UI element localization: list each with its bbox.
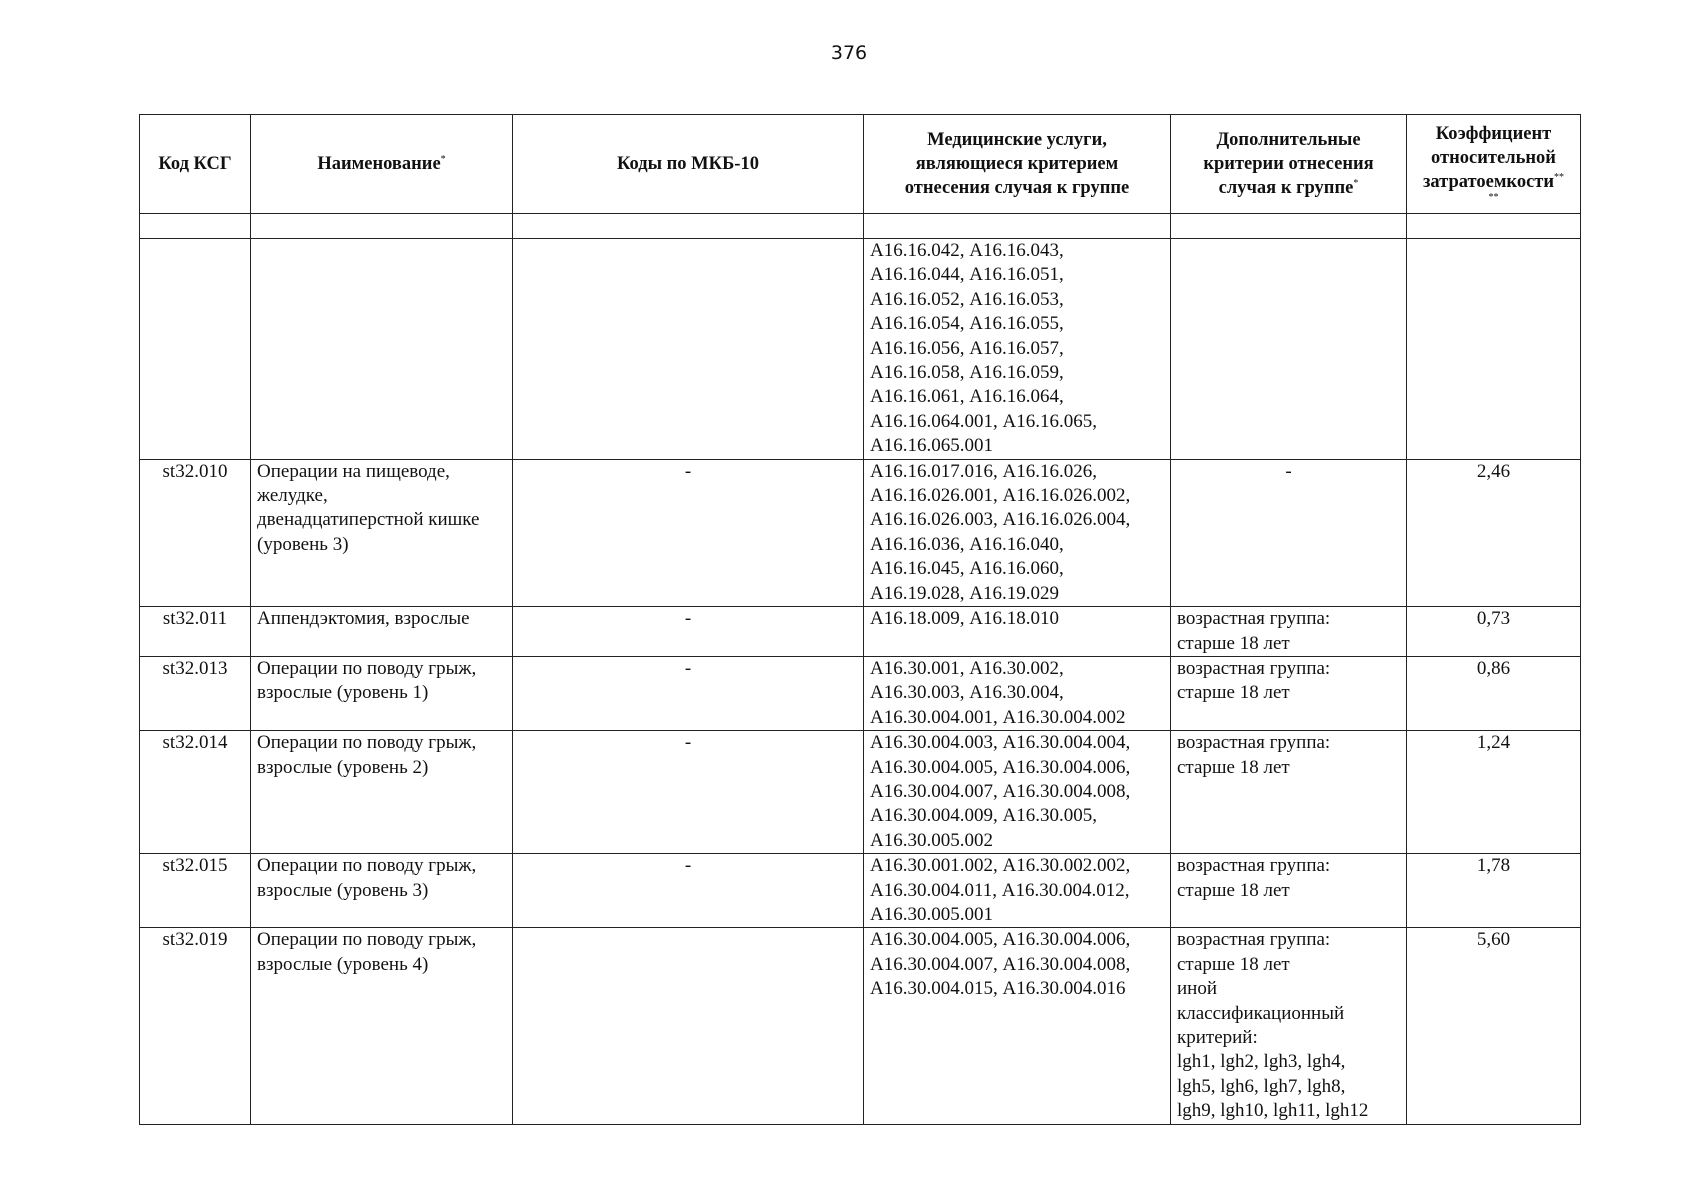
- ksg-table: [139, 114, 1581, 1125]
- name-cell: Операции по поводу грыж, взрослые (уровень 1): [251, 656, 513, 730]
- header-name: Наименование*: [251, 115, 513, 214]
- table-row: [140, 459, 1581, 606]
- coefficient-cell: 2,46: [1407, 459, 1581, 606]
- extra-criteria-cell: возрастная группа: старше 18 лет: [1171, 854, 1407, 928]
- header-mkb: Коды по МКБ-10: [513, 115, 864, 214]
- page-number: 376: [830, 42, 868, 64]
- mkb-cell: -: [513, 656, 864, 730]
- ksg-code-cell: st32.015: [140, 854, 251, 928]
- header-extra-footnote-mark: *: [1353, 177, 1359, 189]
- name-cell: Аппендэктомия, взрослые: [251, 607, 513, 657]
- extra-criteria-cell: возрастная группа: старше 18 лет: [1171, 731, 1407, 854]
- continuation-row: [140, 239, 1581, 460]
- table-row: [140, 854, 1581, 928]
- name-cell: Операции по поводу грыж, взрослые (уровень 3): [251, 854, 513, 928]
- coefficient-cell: 5,60: [1407, 928, 1581, 1124]
- extra-criteria-cell: возрастная группа: старше 18 лет иной классификационный критерий: lgh1, lgh2, lgh3, lgh4, lgh5, lgh6, lgh7, lgh8, lgh9, lgh10, lgh11, lgh12: [1171, 928, 1407, 1124]
- extra-criteria-cell: возрастная группа: старше 18 лет: [1171, 607, 1407, 657]
- ksg-code-cell: st32.014: [140, 731, 251, 854]
- ksg-code-cell: st32.010: [140, 459, 251, 606]
- services-cell: А16.30.001.002, А16.30.002.002, А16.30.004.011, А16.30.004.012, А16.30.005.001: [864, 854, 1171, 928]
- spacer-row: [140, 214, 1581, 239]
- coefficient-cell: 0,73: [1407, 607, 1581, 657]
- mkb-cell: -: [513, 607, 864, 657]
- table-row: [140, 928, 1581, 1124]
- services-cell: А16.16.017.016, А16.16.026, А16.16.026.001, А16.16.026.002, А16.16.026.003, А16.16.026.004, А16.16.036, А16.16.040, А16.16.045, А16.16.060, А16.19.028, А16.19.029: [864, 459, 1171, 606]
- mkb-cell: [513, 928, 864, 1124]
- extra-criteria-cell: -: [1171, 459, 1407, 606]
- coefficient-cell: 1,78: [1407, 854, 1581, 928]
- services-cell: А16.30.004.003, А16.30.004.004, А16.30.004.005, А16.30.004.006, А16.30.004.007, А16.30.004.008, А16.30.004.009, А16.30.005, А16.30.005.002: [864, 731, 1171, 854]
- mkb-cell: -: [513, 731, 864, 854]
- ksg-code-cell: st32.013: [140, 656, 251, 730]
- extra-criteria-cell: возрастная группа: старше 18 лет: [1171, 656, 1407, 730]
- table-row: [140, 731, 1581, 854]
- header-extra: Дополнительные критерии отнесения случая к группе*: [1171, 115, 1407, 214]
- name-cell: Операции по поводу грыж, взрослые (уровень 2): [251, 731, 513, 854]
- table-row: [140, 607, 1581, 657]
- continuation-services-cell: А16.16.042, А16.16.043, А16.16.044, А16.16.051, А16.16.052, А16.16.053, А16.16.054, А16.16.055, А16.16.056, А16.16.057, А16.16.058, А16.16.059, А16.16.061, А16.16.064, А16.16.064.001, А16.16.065, А16.16.065.001: [864, 239, 1171, 460]
- header-coef: Коэффициент относительной затратоемкости** **: [1407, 115, 1581, 214]
- name-cell: Операции по поводу грыж, взрослые (уровень 4): [251, 928, 513, 1124]
- mkb-cell: -: [513, 459, 864, 606]
- ksg-code-cell: st32.019: [140, 928, 251, 1124]
- ksg-code-cell: st32.011: [140, 607, 251, 657]
- header-name-footnote-mark: *: [440, 153, 446, 165]
- name-cell: Операции на пищеводе, желудке, двенадцатиперстной кишке (уровень 3): [251, 459, 513, 606]
- mkb-cell: -: [513, 854, 864, 928]
- services-cell: А16.30.001, А16.30.002, А16.30.003, А16.30.004, А16.30.004.001, А16.30.004.002: [864, 656, 1171, 730]
- coefficient-cell: 1,24: [1407, 731, 1581, 854]
- table-header: [140, 115, 1581, 214]
- table-row: [140, 656, 1581, 730]
- services-cell: А16.18.009, А16.18.010: [864, 607, 1171, 657]
- services-cell: А16.30.004.005, А16.30.004.006, А16.30.004.007, А16.30.004.008, А16.30.004.015, А16.30.004.016: [864, 928, 1171, 1124]
- header-code: Код КСГ: [140, 115, 251, 214]
- header-coef-footnote-mark-2: **: [1488, 191, 1499, 203]
- header-services: Медицинские услуги, являющиеся критерием отнесения случая к группе: [864, 115, 1171, 214]
- header-coef-footnote-mark: **: [1554, 171, 1565, 183]
- coefficient-cell: 0,86: [1407, 656, 1581, 730]
